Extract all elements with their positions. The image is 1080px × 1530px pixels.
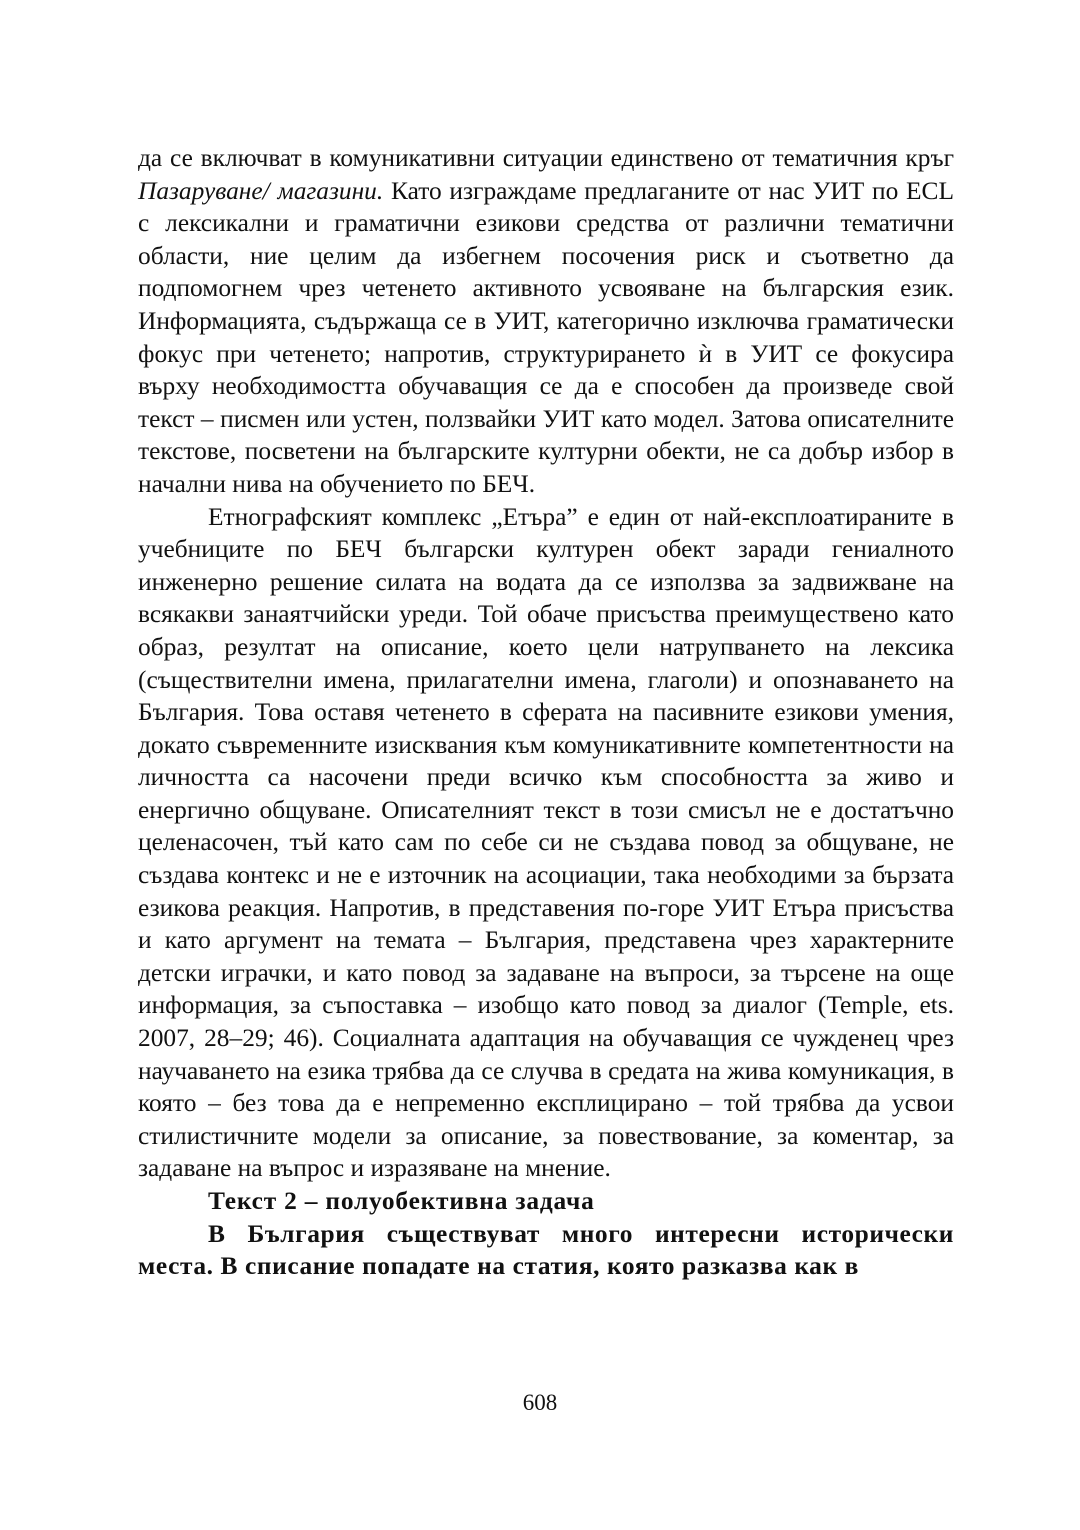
task-instruction: В България съществуват много интересни исторически места. В списание попадате на статия, която разказва как в bbox=[138, 1219, 954, 1281]
page-body bbox=[138, 142, 954, 1283]
paragraph-etara: Етнографският комплекс „Етъра” е един от най-експлоатираните в учебниците по БЕЧ български културен обект заради гениалното инженерно решение силата на водата да се използва за задвижване на всякакви занаятчийски уреди. Той обаче присъства преимуществено като образ, резултат на описание, което цели натрупването на лексика (съществителни имена, прилагателни имена, глаголи) и опознаването на България. Това оставя четенето в сферата на пасивните езикови умения, докато съвременните изисквания към комуникативните компетентности на личността са насочени преди всичко към способността за живо и енергично общуване. Описателният текст в този смисъл не е достатъчно целенасочен, тъй като сам по себе си не създава повод за общуване, не създава контекс и не е източник на асоциации, така необходими за бързата езикова реакция. Напротив, в представения по-горе УИТ Етъра присъства и като аргумент на темата – България, представена чрез характерните детски играчки, и като повод за задаване на въпроси, за търсене на още информация, за съпоставка – изобщо като повод за диалог (Temple, ets. 2007, 28–29; 46). Социалната адаптация на обучаващия се чужденец чрез научаването на езика трябва да се случва в средата на жива комуникация, в която – без това да е непременно експлицирано – той трябва да усвои стилистичните модели за описание, за повествование, за коментар, за задаване на въпрос и изразяване на мнение. bbox=[138, 502, 954, 1183]
page-number: 608 bbox=[522, 1390, 558, 1415]
paragraph-continued bbox=[138, 142, 954, 501]
paragraph-text: да се включват в комуникативни ситуации единствено от тематичния кръг bbox=[138, 144, 954, 172]
paragraph-text: Като изграждаме предлаганите от нас УИТ по ECL с лексикални и граматични езикови средства от различни тематични области, ние целим да избегнем посочения риск и съответно да подпомогнем чрез четенето активното усвояване на българския език. Информацията, съдържаща се в УИТ, категорично изключва граматически фокус при четенето; напротив, структурирането ѝ в УИТ се фокусира върху необходимостта обучаващия се да е способен да произведе свой текст – писмен или устен, ползвайки УИТ като модел. Затова описателните текстове, посветени на българските културни обекти, не са добър избор в начални нива на обучението по БЕЧ. bbox=[138, 176, 954, 498]
section-heading: Текст 2 – полуобективна задача bbox=[208, 1187, 595, 1215]
italic-topic-term: Пазаруване/ магазини. bbox=[138, 176, 384, 205]
